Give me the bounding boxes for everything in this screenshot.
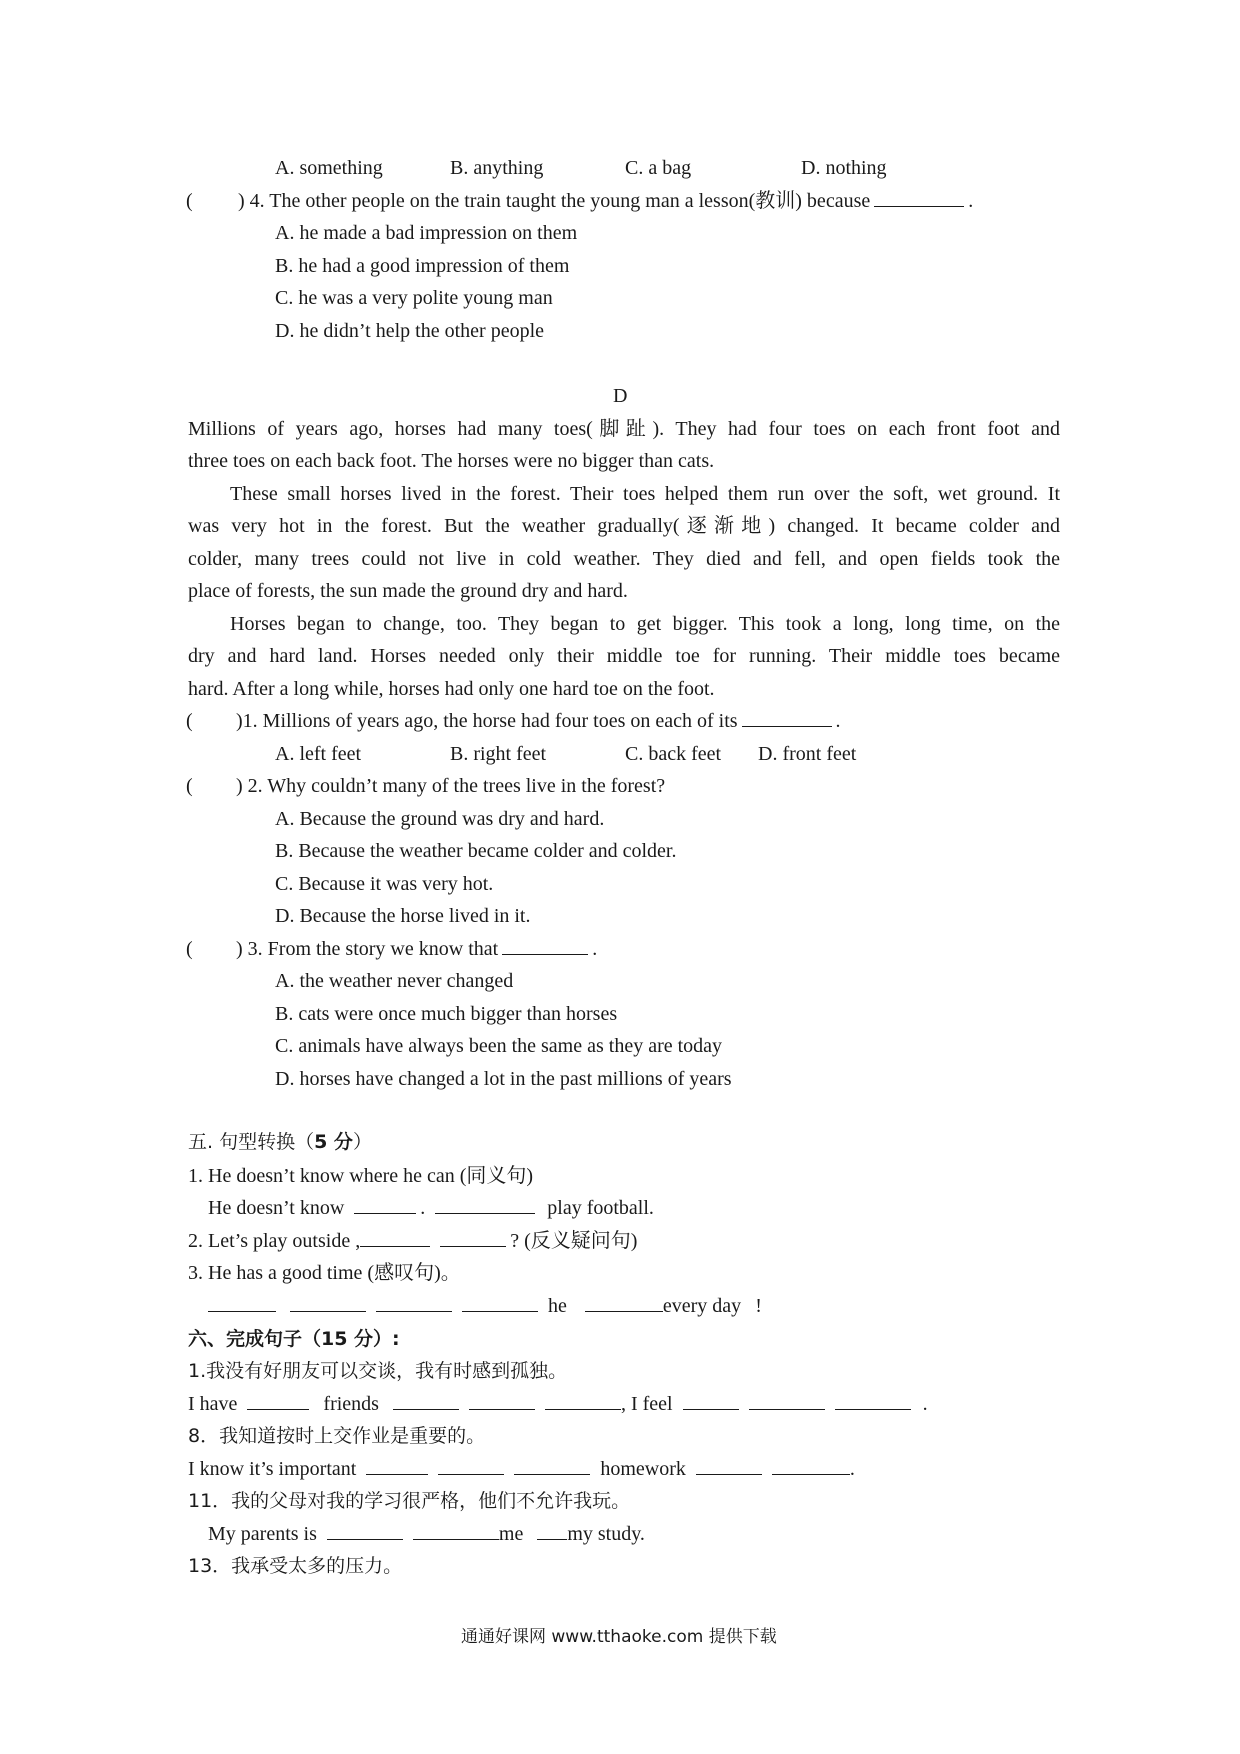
section6-q11-english bbox=[208, 1524, 645, 1544]
section5-q3: 3. He has a good time (感叹句)。 bbox=[188, 1262, 461, 1284]
c-q4-paren: ( bbox=[186, 190, 193, 212]
section5-q2 bbox=[188, 1231, 637, 1251]
d-q1-stem-end: . bbox=[835, 710, 841, 732]
passage-d-p3-line2: dry and hard land. Horses needed only their middle toe for running. Their middle toes became bbox=[188, 645, 1060, 667]
answer-blank[interactable] bbox=[469, 1409, 535, 1410]
d-q1-stem-text: )1. Millions of years ago, the horse had four toes on each of its bbox=[236, 710, 738, 732]
section6-q1-chinese: 1.我没有好朋友可以交谈，我有时感到孤独。 bbox=[188, 1360, 568, 1382]
section5-q2-post: ? (反义疑问句) bbox=[510, 1230, 638, 1252]
section6-q8-chinese: 8．我知道按时上交作业是重要的。 bbox=[188, 1425, 486, 1447]
d-q3-option-d: D. horses have changed a lot in the past millions of years bbox=[275, 1068, 732, 1090]
c-q4-stem bbox=[238, 191, 973, 211]
section5-q3-exclamation: ! bbox=[755, 1295, 762, 1317]
section6-title: 六、完成句子（15 分）: bbox=[188, 1328, 400, 1350]
c-q4-stem-end: . bbox=[968, 190, 974, 212]
answer-blank[interactable] bbox=[360, 1246, 430, 1247]
answer-blank[interactable] bbox=[327, 1539, 403, 1540]
passage-d-p2-line4: place of forests, the sun made the ground dry and hard. bbox=[188, 580, 628, 602]
d-q1-paren: ( bbox=[186, 710, 193, 732]
section6-q1-end: . bbox=[922, 1393, 928, 1415]
c-q3-option-c: C. a bag bbox=[625, 157, 692, 179]
answer-blank[interactable] bbox=[545, 1409, 621, 1410]
section5-q2-pre: 2. Let’s play outside , bbox=[188, 1230, 361, 1252]
answer-blank[interactable] bbox=[290, 1311, 366, 1312]
section6-q8-text-a: I know it’s important bbox=[188, 1458, 357, 1480]
passage-d-p1-line2: three toes on each back foot. The horses were no bigger than cats. bbox=[188, 450, 715, 472]
answer-blank[interactable] bbox=[514, 1474, 590, 1475]
d-q1-option-b: B. right feet bbox=[450, 743, 547, 765]
answer-blank[interactable] bbox=[502, 954, 588, 955]
answer-blank[interactable] bbox=[413, 1539, 499, 1540]
d-q3-stem bbox=[236, 939, 597, 959]
section5-q1-answer-post: play football. bbox=[547, 1197, 654, 1219]
d-q3-option-c: C. animals have always been the same as they are today bbox=[275, 1035, 723, 1057]
answer-blank[interactable] bbox=[749, 1409, 825, 1410]
passage-d-heading: D bbox=[613, 385, 628, 407]
section5-title-pre: 五. 句型转换（ bbox=[188, 1131, 315, 1153]
d-q3-paren: ( bbox=[186, 938, 193, 960]
passage-d-p2-line1: These small horses lived in the forest. Their toes helped them run over the soft, wet ground. It bbox=[230, 483, 1060, 505]
c-q4-option-b: B. he had a good impression of them bbox=[275, 255, 570, 277]
answer-blank[interactable] bbox=[440, 1246, 506, 1247]
c-q4-stem-text: ) 4. The other people on the train taught the young man a lesson(教训) because bbox=[238, 190, 871, 212]
section6-q1-english bbox=[188, 1394, 928, 1414]
section6-q1-text-c: , I feel bbox=[620, 1393, 673, 1415]
section5-q1-dot: . bbox=[420, 1197, 426, 1219]
passage-d-p3-line3: hard. After a long while, horses had only one hard toe on the foot. bbox=[188, 678, 715, 700]
answer-blank[interactable] bbox=[247, 1409, 309, 1410]
d-q2-stem: ) 2. Why couldn’t many of the trees live in the forest? bbox=[236, 775, 666, 797]
answer-blank[interactable] bbox=[435, 1213, 535, 1214]
c-q4-option-a: A. he made a bad impression on them bbox=[275, 222, 578, 244]
d-q2-option-a: A. Because the ground was dry and hard. bbox=[275, 808, 605, 830]
c-q3-option-a: A. something bbox=[275, 157, 383, 179]
section5-q3-answer bbox=[208, 1296, 762, 1316]
d-q3-option-b: B. cats were once much bigger than horses bbox=[275, 1003, 618, 1025]
d-q2-paren: ( bbox=[186, 775, 193, 797]
d-q2-option-c: C. Because it was very hot. bbox=[275, 873, 494, 895]
c-q3-option-b: B. anything bbox=[450, 157, 544, 179]
d-q1-option-a: A. left feet bbox=[275, 743, 362, 765]
passage-d-p1-line1: Millions of years ago, horses had many toes(脚趾). They had four toes on each front foot and bbox=[188, 418, 1060, 440]
answer-blank[interactable] bbox=[835, 1409, 911, 1410]
section6-q1-text-b: friends bbox=[323, 1393, 379, 1415]
section6-q8-english bbox=[188, 1459, 855, 1479]
section5-title bbox=[188, 1133, 372, 1152]
section5-q1-answer-pre: He doesn’t know bbox=[208, 1197, 345, 1219]
answer-blank[interactable] bbox=[208, 1311, 276, 1312]
d-q1-stem bbox=[236, 711, 841, 731]
answer-blank[interactable] bbox=[742, 726, 832, 727]
answer-blank[interactable] bbox=[874, 206, 964, 207]
answer-blank[interactable] bbox=[696, 1474, 762, 1475]
section6-q8-text-b: homework bbox=[600, 1458, 686, 1480]
d-q2-option-b: B. Because the weather became colder and colder. bbox=[275, 840, 677, 862]
section5-q3-he: he bbox=[548, 1295, 567, 1317]
d-q1-option-d: D. front feet bbox=[758, 743, 857, 765]
answer-blank[interactable] bbox=[772, 1474, 850, 1475]
section5-title-score: 5 分 bbox=[314, 1131, 353, 1153]
section6-q1-text-a: I have bbox=[188, 1393, 238, 1415]
answer-blank[interactable] bbox=[462, 1311, 538, 1312]
section5-q1: 1. He doesn’t know where he can (同义句) bbox=[188, 1165, 534, 1187]
section6-q11-text-a: My parents is bbox=[208, 1523, 317, 1545]
answer-blank[interactable] bbox=[354, 1213, 416, 1214]
answer-blank[interactable] bbox=[393, 1409, 459, 1410]
answer-blank[interactable] bbox=[366, 1474, 428, 1475]
section6-q11-text-b: me bbox=[498, 1523, 524, 1545]
section6-q13-chinese: 13．我承受太多的压力。 bbox=[188, 1555, 403, 1577]
c-q4-option-d: D. he didn’t help the other people bbox=[275, 320, 545, 342]
answer-blank[interactable] bbox=[376, 1311, 452, 1312]
section5-q3-every-day: every day bbox=[662, 1295, 742, 1317]
passage-d-p2-line3: colder, many trees could not live in cold weather. They died and fell, and open fields took the bbox=[188, 548, 1060, 570]
answer-blank[interactable] bbox=[438, 1474, 504, 1475]
passage-d-p3-line1: Horses began to change, too. They began to get bigger. This took a long, long time, on the bbox=[230, 613, 1060, 635]
d-q3-stem-end: . bbox=[592, 938, 598, 960]
section6-q11-chinese: 11．我的父母对我的学习很严格，他们不允许我玩。 bbox=[188, 1490, 631, 1512]
d-q1-option-c: C. back feet bbox=[625, 743, 722, 765]
answer-blank[interactable] bbox=[683, 1409, 739, 1410]
d-q3-option-a: A. the weather never changed bbox=[275, 970, 514, 992]
section6-q8-end: . bbox=[849, 1458, 855, 1480]
answer-blank[interactable] bbox=[537, 1539, 567, 1540]
d-q2-option-d: D. Because the horse lived in it. bbox=[275, 905, 531, 927]
c-q3-option-d: D. nothing bbox=[801, 157, 887, 179]
answer-blank[interactable] bbox=[585, 1311, 663, 1312]
page-footer: 通通好课网 www.tthaoke.com 提供下载 bbox=[461, 1627, 777, 1647]
c-q4-option-c: C. he was a very polite young man bbox=[275, 287, 553, 309]
section5-title-post: ） bbox=[352, 1131, 372, 1153]
d-q3-stem-text: ) 3. From the story we know that bbox=[236, 938, 499, 960]
section5-q1-answer bbox=[208, 1198, 654, 1218]
section6-q11-text-c: my study. bbox=[567, 1523, 645, 1545]
passage-d-p2-line2: was very hot in the forest. But the weather gradually(逐渐地) changed. It became colder and bbox=[188, 515, 1060, 537]
